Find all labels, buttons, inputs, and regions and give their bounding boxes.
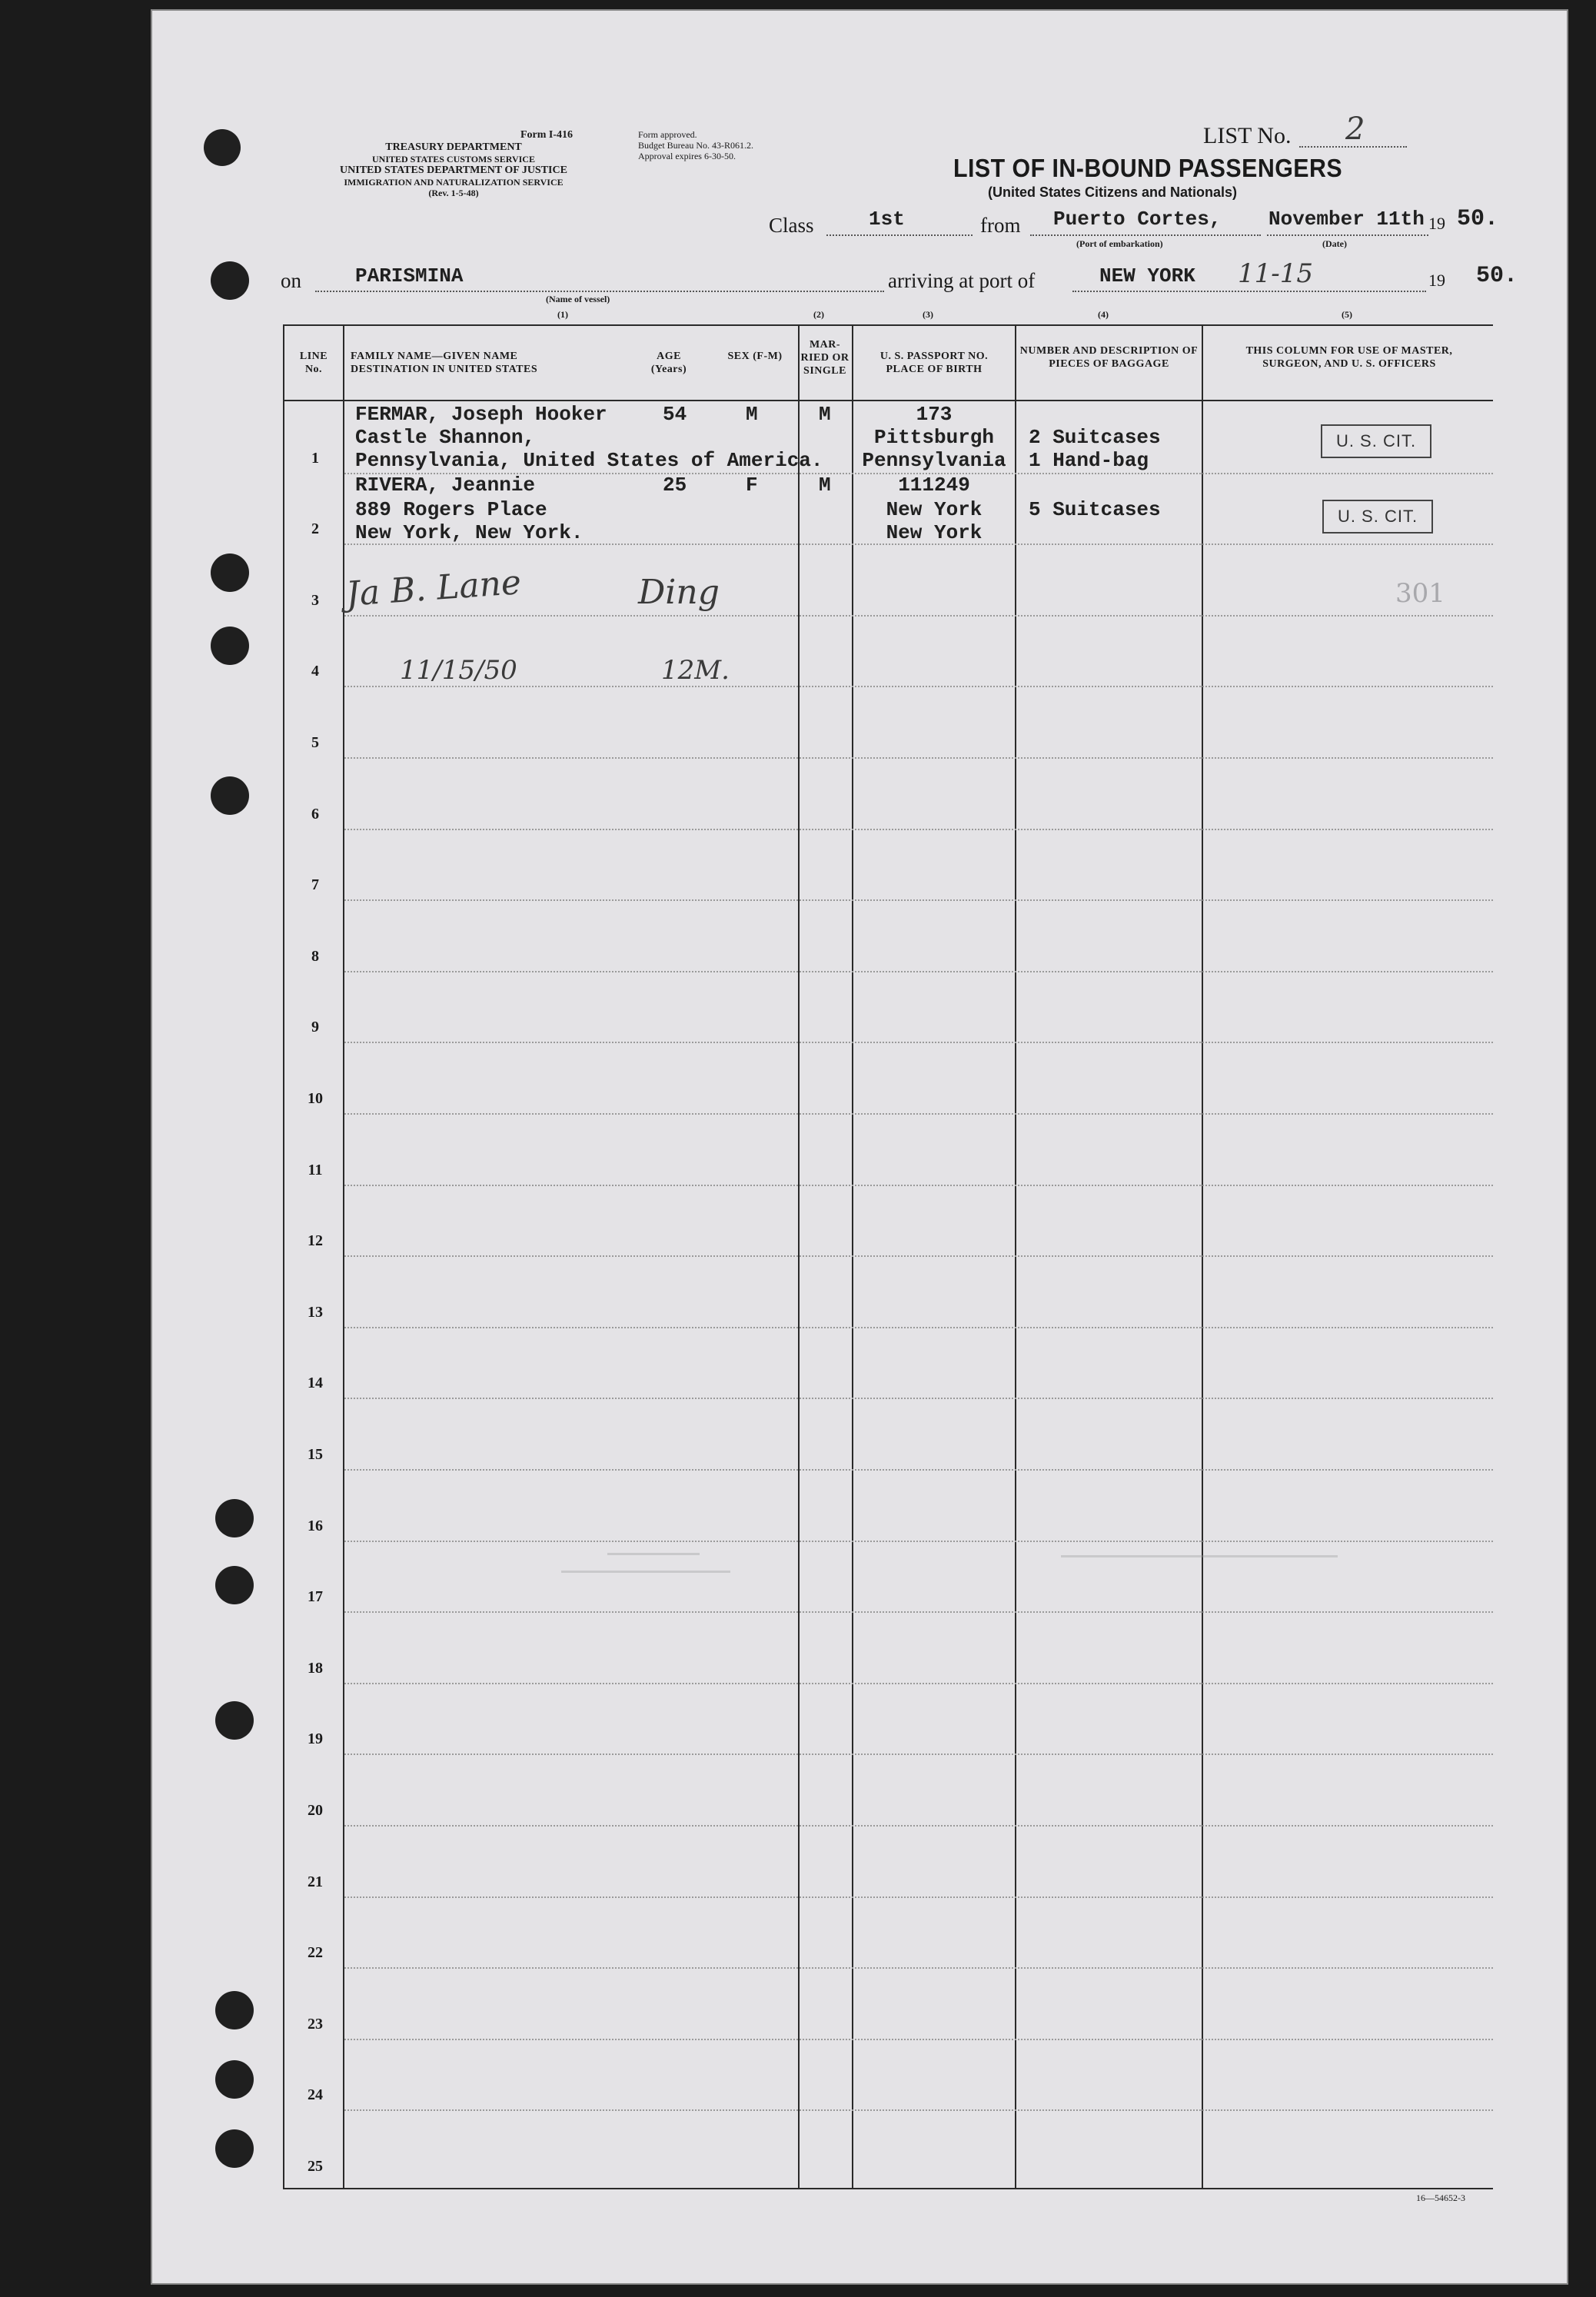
page-subtitle: (United States Citizens and Nationals) bbox=[988, 184, 1238, 200]
passenger-married: M bbox=[819, 474, 831, 497]
line-number: 22 bbox=[308, 1944, 323, 1962]
inspector-initials: Ding bbox=[638, 573, 720, 612]
passenger-name: RIVERA, Jeannie bbox=[355, 474, 536, 497]
us-citizen-stamp: U. S. CIT. bbox=[1321, 424, 1431, 458]
form-footer-code: 16—54652-3 bbox=[1416, 2192, 1465, 2203]
inspection-time: 12M. bbox=[661, 655, 730, 686]
us-citizen-stamp: U. S. CIT. bbox=[1322, 500, 1433, 534]
row-rule bbox=[344, 2109, 1493, 2111]
dept-customs: UNITED STATES CUSTOMS SERVICE bbox=[372, 154, 535, 165]
line-number: 11 bbox=[308, 1161, 323, 1178]
passenger-dest: New York, New York. bbox=[355, 521, 584, 544]
col-header-passport: U. S. PASSPORT NO. PLACE OF BIRTH bbox=[879, 351, 989, 375]
row-rule bbox=[344, 757, 1493, 759]
col-num-2: (2) bbox=[813, 309, 824, 320]
form-revision: (Rev. 1-5-48) bbox=[428, 188, 479, 198]
col-num-1: (1) bbox=[557, 309, 568, 320]
passenger-dest: Pennsylvania, United States of America. bbox=[355, 449, 823, 472]
passenger-dest: Castle Shannon, bbox=[355, 426, 536, 449]
col-header-dest: DESTINATION IN UNITED STATES bbox=[351, 364, 538, 375]
line-number: 23 bbox=[308, 2015, 323, 2033]
col-header-name: FAMILY NAME—GIVEN NAME bbox=[351, 351, 518, 362]
line-number: 10 bbox=[308, 1090, 323, 1107]
port-caption: (Port of embarkation) bbox=[1076, 238, 1163, 249]
row-rule bbox=[344, 829, 1493, 830]
dept-treasury: TREASURY DEPARTMENT bbox=[385, 141, 522, 153]
line-number: 2 bbox=[311, 520, 319, 538]
list-number: 2 bbox=[1345, 111, 1365, 147]
row-rule bbox=[344, 1469, 1493, 1471]
approval-line-1: Form approved. bbox=[638, 129, 697, 140]
line-number: 15 bbox=[308, 1446, 323, 1463]
arrival-year: 50. bbox=[1476, 263, 1518, 289]
line-number: 18 bbox=[308, 1659, 323, 1677]
page-title: LIST OF IN-BOUND PASSENGERS bbox=[953, 154, 1343, 182]
col-num-5: (5) bbox=[1342, 309, 1352, 320]
row-rule bbox=[344, 1185, 1493, 1186]
line-number: 7 bbox=[311, 876, 319, 894]
class-label: Class bbox=[769, 214, 814, 237]
row-rule bbox=[344, 1753, 1493, 1755]
row-rule bbox=[344, 971, 1493, 972]
col-header-sex: SEX (F-M) bbox=[727, 351, 783, 362]
punch-hole bbox=[215, 1991, 254, 2029]
baggage: 2 Suitcases bbox=[1029, 426, 1161, 449]
date-caption: (Date) bbox=[1322, 238, 1347, 249]
punch-hole bbox=[211, 261, 249, 300]
row-rule bbox=[344, 1042, 1493, 1043]
passenger-sex: M bbox=[746, 403, 758, 426]
passport-number: 173 bbox=[916, 403, 953, 426]
col-num-4: (4) bbox=[1098, 309, 1109, 320]
bleed-through bbox=[538, 1537, 769, 1630]
vessel-caption: (Name of vessel) bbox=[546, 294, 610, 304]
inspector-signature: Ja B. Lane bbox=[344, 563, 523, 614]
line-number: 21 bbox=[308, 1873, 323, 1890]
col-header-line: LINE No. bbox=[299, 351, 328, 375]
line-number: 5 bbox=[311, 734, 319, 751]
line-number: 4 bbox=[311, 663, 319, 680]
class-value: 1st bbox=[869, 208, 905, 231]
col-header-married: MAR-RIED OR SINGLE bbox=[800, 339, 850, 377]
passenger-name: FERMAR, Joseph Hooker bbox=[355, 403, 607, 426]
arrival-date-handwritten: 11-15 bbox=[1238, 258, 1314, 289]
col-header-age: AGE (Years) bbox=[650, 351, 687, 375]
line-number: 12 bbox=[308, 1232, 323, 1250]
inspection-date: 11/15/50 bbox=[400, 655, 517, 686]
line-number: 24 bbox=[308, 2086, 323, 2104]
approval-line-3: Approval expires 6-30-50. bbox=[638, 151, 736, 161]
line-number: 1 bbox=[311, 449, 319, 467]
row-rule bbox=[344, 1611, 1493, 1613]
line-number: 6 bbox=[311, 805, 319, 823]
punch-hole bbox=[215, 2129, 254, 2168]
punch-hole bbox=[215, 1701, 254, 1740]
punch-hole bbox=[211, 776, 249, 815]
embark-year: 50. bbox=[1457, 206, 1499, 232]
line-number: 20 bbox=[308, 1802, 323, 1819]
row-rule bbox=[344, 686, 1493, 687]
col-header-officers: THIS COLUMN FOR USE OF MASTER, SURGEON, AND U. S. OFFICERS bbox=[1245, 345, 1453, 370]
passenger-age: 25 bbox=[663, 474, 687, 497]
dept-ins: IMMIGRATION AND NATURALIZATION SERVICE bbox=[344, 177, 564, 188]
line-number: 16 bbox=[308, 1517, 323, 1534]
signet-mark bbox=[204, 129, 241, 166]
form-number: Form I-416 bbox=[520, 129, 573, 141]
row-rule bbox=[344, 1398, 1493, 1399]
row-rule bbox=[344, 899, 1493, 901]
row-rule bbox=[344, 1967, 1493, 1969]
year-prefix: 19 bbox=[1428, 214, 1445, 233]
passenger-married: M bbox=[819, 403, 831, 426]
margin-number: 301 bbox=[1395, 578, 1445, 609]
line-number: 9 bbox=[311, 1019, 319, 1036]
passport-number: 111249 bbox=[898, 474, 970, 497]
passenger-sex: F bbox=[746, 474, 758, 497]
punch-hole bbox=[211, 627, 249, 665]
row-rule bbox=[344, 1113, 1493, 1115]
passenger-age: 54 bbox=[663, 403, 687, 426]
port-of-embarkation: Puerto Cortes, bbox=[1053, 208, 1222, 231]
row-rule bbox=[344, 1255, 1493, 1257]
birth-place: New York bbox=[886, 521, 983, 544]
year2-prefix: 19 bbox=[1428, 271, 1445, 290]
approval-line-2: Budget Bureau No. 43-R061.2. bbox=[638, 140, 753, 151]
baggage: 5 Suitcases bbox=[1029, 498, 1161, 521]
line-number: 17 bbox=[308, 1588, 323, 1606]
row-rule bbox=[344, 615, 1493, 617]
arriving-label: arriving at port of bbox=[888, 269, 1036, 292]
birth-place: New York bbox=[886, 498, 983, 521]
row-rule bbox=[344, 2039, 1493, 2040]
embark-date: November 11th bbox=[1268, 208, 1425, 231]
row-rule bbox=[344, 1896, 1493, 1898]
line-number: 14 bbox=[308, 1375, 323, 1392]
from-label: from bbox=[980, 214, 1021, 237]
punch-hole bbox=[215, 1566, 254, 1604]
col-num-3: (3) bbox=[923, 309, 933, 320]
birth-place: Pittsburgh bbox=[873, 426, 995, 449]
dept-justice: UNITED STATES DEPARTMENT OF JUSTICE bbox=[340, 165, 567, 176]
vessel-name: PARISMINA bbox=[355, 264, 464, 288]
on-label: on bbox=[281, 269, 301, 292]
arrival-port: NEW YORK bbox=[1099, 264, 1195, 288]
birth-place: Pennsylvania bbox=[862, 449, 1006, 472]
row-rule bbox=[344, 1327, 1493, 1328]
list-label: LIST No. bbox=[1203, 123, 1292, 148]
punch-hole bbox=[211, 553, 249, 592]
row-rule bbox=[344, 1683, 1493, 1684]
line-number: 19 bbox=[308, 1730, 323, 1748]
bleed-through bbox=[1061, 1541, 1353, 1603]
punch-hole bbox=[215, 1499, 254, 1537]
line-number: 3 bbox=[311, 591, 319, 609]
line-number: 25 bbox=[308, 2158, 323, 2175]
line-number: 8 bbox=[311, 947, 319, 965]
passenger-dest: 889 Rogers Place bbox=[355, 498, 547, 521]
row-rule bbox=[344, 1825, 1493, 1827]
baggage: 1 Hand-bag bbox=[1029, 449, 1149, 472]
punch-hole bbox=[215, 2060, 254, 2099]
line-number: 13 bbox=[308, 1303, 323, 1321]
col-header-baggage: NUMBER AND DESCRIPTION OF PIECES OF BAGGAGE bbox=[1019, 345, 1199, 370]
